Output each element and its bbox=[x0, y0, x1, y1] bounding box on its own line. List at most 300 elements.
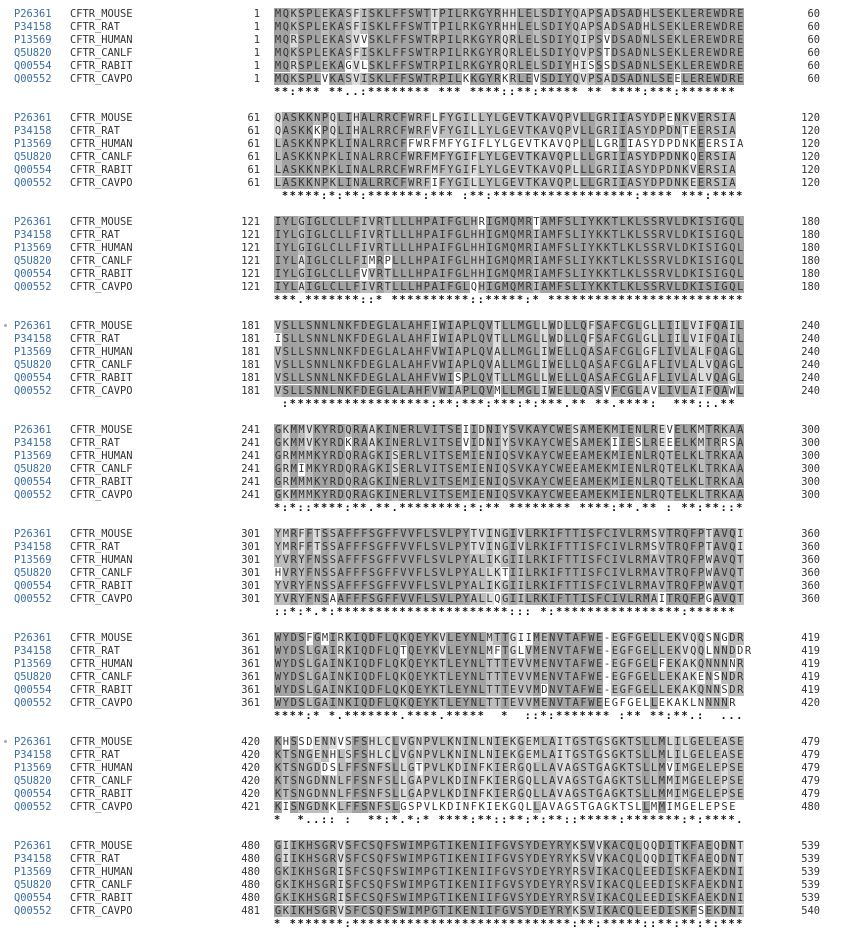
residue: A bbox=[729, 176, 736, 189]
residue: L bbox=[408, 267, 415, 280]
entry-name: CFTR_CAVPO bbox=[70, 800, 133, 813]
residue: L bbox=[635, 241, 642, 254]
entry-name: CFTR_CANLF bbox=[70, 670, 133, 683]
residue: P bbox=[306, 59, 313, 72]
conservation-symbol: : bbox=[634, 190, 641, 203]
conservation-symbol: * bbox=[328, 294, 336, 307]
residue: S bbox=[650, 241, 658, 254]
residue: I bbox=[329, 670, 337, 683]
sequence-residues bbox=[274, 489, 744, 502]
residue: M bbox=[517, 371, 525, 384]
residue: I bbox=[729, 332, 736, 345]
residue: K bbox=[329, 150, 337, 163]
residue: N bbox=[314, 150, 321, 163]
residue: G bbox=[274, 475, 282, 488]
residue: K bbox=[690, 462, 697, 475]
conservation-symbol: * bbox=[516, 502, 524, 515]
residue: V bbox=[368, 267, 376, 280]
residue: L bbox=[462, 254, 470, 267]
residue: Y bbox=[455, 137, 462, 150]
residue: G bbox=[274, 462, 282, 475]
residue: I bbox=[713, 280, 720, 293]
sequence-residues bbox=[274, 866, 744, 879]
residue: F bbox=[392, 72, 399, 85]
residue: F bbox=[384, 528, 391, 540]
conservation-symbol: . bbox=[736, 710, 743, 723]
residue: L bbox=[533, 33, 540, 46]
residue: H bbox=[415, 241, 423, 254]
residue: E bbox=[666, 670, 673, 683]
residue: I bbox=[713, 241, 720, 254]
residue: K bbox=[627, 216, 634, 228]
residue: K bbox=[541, 566, 548, 579]
residue: D bbox=[658, 840, 666, 852]
residue: F bbox=[345, 579, 352, 592]
residue: L bbox=[674, 228, 681, 241]
residue: Y bbox=[525, 865, 532, 878]
residue: M bbox=[643, 540, 650, 553]
residue: A bbox=[627, 20, 634, 33]
residue: G bbox=[274, 878, 282, 891]
residue: L bbox=[368, 163, 376, 176]
residue: A bbox=[282, 163, 290, 176]
conservation-symbol: * bbox=[328, 710, 336, 723]
sequence-row bbox=[0, 905, 845, 918]
residue: E bbox=[603, 696, 611, 709]
residue: A bbox=[533, 424, 540, 436]
residue: L bbox=[682, 358, 689, 371]
residue: L bbox=[533, 761, 540, 774]
residue: E bbox=[564, 462, 572, 475]
residue: W bbox=[274, 696, 282, 709]
residue: Q bbox=[376, 865, 384, 878]
residue: W bbox=[556, 424, 564, 436]
residue: A bbox=[282, 137, 290, 150]
residue: I bbox=[486, 216, 493, 228]
residue: S bbox=[345, 904, 352, 917]
residue: D bbox=[729, 644, 736, 657]
residue: I bbox=[509, 566, 517, 579]
conservation-line bbox=[274, 398, 744, 410]
residue: L bbox=[737, 320, 744, 332]
residue: I bbox=[447, 72, 454, 85]
conservation-symbol: * bbox=[665, 86, 672, 99]
residue: A bbox=[533, 488, 540, 501]
conservation-symbol: * bbox=[736, 190, 743, 203]
residue: V bbox=[666, 216, 673, 228]
residue: T bbox=[439, 462, 446, 475]
residue: L bbox=[392, 216, 399, 228]
residue: S bbox=[619, 20, 626, 33]
residue: A bbox=[337, 20, 344, 33]
alignment-block bbox=[0, 424, 845, 524]
residue: T bbox=[705, 436, 713, 449]
residue: S bbox=[588, 59, 595, 72]
residue: S bbox=[580, 761, 587, 774]
residue: L bbox=[541, 320, 548, 332]
conservation-symbol: * bbox=[383, 398, 390, 411]
conservation-symbol: * bbox=[634, 294, 641, 307]
conservation-symbol: * bbox=[571, 86, 578, 99]
residue: D bbox=[549, 59, 556, 72]
residue: T bbox=[572, 592, 579, 605]
start-position: 361 bbox=[241, 632, 260, 644]
residue: V bbox=[486, 384, 493, 397]
residue: K bbox=[690, 254, 697, 267]
residue: L bbox=[392, 787, 399, 800]
conservation-symbol: * bbox=[579, 398, 586, 411]
residue: E bbox=[713, 787, 720, 800]
end-position: 240 bbox=[801, 384, 820, 397]
residue: V bbox=[525, 644, 532, 657]
residue: P bbox=[588, 33, 595, 46]
conservation-symbol: * bbox=[540, 190, 547, 203]
residue: F bbox=[392, 20, 399, 33]
residue: V bbox=[603, 384, 611, 397]
residue: G bbox=[635, 670, 642, 683]
residue: I bbox=[361, 8, 368, 20]
residue: S bbox=[541, 59, 548, 72]
residue: E bbox=[541, 852, 548, 865]
residue: G bbox=[627, 384, 634, 397]
residue: T bbox=[423, 20, 431, 33]
residue: Q bbox=[580, 320, 587, 332]
conservation-symbol: * bbox=[375, 190, 383, 203]
residue: G bbox=[572, 748, 579, 761]
end-position: 240 bbox=[801, 358, 820, 371]
residue: A bbox=[729, 449, 736, 462]
conservation-symbol: * bbox=[650, 294, 657, 307]
residue: E bbox=[400, 462, 407, 475]
conservation-symbol: * bbox=[446, 86, 453, 99]
residue: S bbox=[345, 852, 352, 865]
conservation-symbol: * bbox=[485, 294, 492, 307]
residue: F bbox=[392, 579, 399, 592]
conservation-symbol: * bbox=[336, 502, 343, 515]
residue: M bbox=[533, 657, 540, 670]
residue: E bbox=[368, 345, 376, 358]
residue: S bbox=[408, 8, 415, 20]
residue: L bbox=[439, 774, 446, 787]
residue: N bbox=[486, 424, 493, 436]
residue: A bbox=[627, 8, 634, 20]
entry-name: CFTR_RAT bbox=[70, 540, 121, 553]
residue: F bbox=[690, 579, 697, 592]
residue: K bbox=[290, 8, 297, 20]
residue: K bbox=[470, 46, 478, 59]
conservation-symbol: * bbox=[681, 918, 688, 931]
conservation-symbol: * bbox=[516, 86, 524, 99]
conservation-symbol: * bbox=[673, 398, 680, 411]
residue: G bbox=[525, 332, 532, 345]
conservation-symbol: * bbox=[689, 502, 696, 515]
end-position: 479 bbox=[801, 748, 820, 761]
residue: L bbox=[635, 216, 642, 228]
residue: D bbox=[337, 462, 344, 475]
residue: Y bbox=[549, 865, 556, 878]
residue: N bbox=[705, 683, 713, 696]
residue: M bbox=[298, 449, 305, 462]
residue: I bbox=[282, 800, 290, 813]
residue: A bbox=[603, 72, 611, 85]
residue: R bbox=[290, 33, 297, 46]
residue: S bbox=[368, 579, 376, 592]
residue: L bbox=[400, 774, 407, 787]
residue: M bbox=[517, 254, 525, 267]
residue: P bbox=[564, 150, 572, 163]
residue: P bbox=[423, 774, 431, 787]
conservation-symbol: * bbox=[603, 398, 610, 411]
residue: I bbox=[713, 254, 720, 267]
conservation-symbol: * bbox=[305, 86, 312, 99]
conservation-symbol: : bbox=[720, 502, 727, 515]
conservation-symbol: * bbox=[626, 398, 633, 411]
residue: G bbox=[517, 761, 525, 774]
conservation-symbol: * bbox=[352, 190, 359, 203]
residue: L bbox=[470, 320, 478, 332]
conservation-symbol: * bbox=[352, 710, 359, 723]
start-position: 241 bbox=[241, 424, 260, 436]
residue: R bbox=[572, 878, 579, 891]
sequence-row bbox=[0, 866, 845, 879]
conservation-symbol: * bbox=[430, 294, 437, 307]
residue: A bbox=[643, 358, 650, 371]
conservation-symbol: : bbox=[281, 606, 289, 619]
residue: W bbox=[408, 112, 415, 124]
residue: L bbox=[392, 800, 399, 813]
residue: L bbox=[478, 566, 485, 579]
residue: A bbox=[682, 657, 689, 670]
residue: E bbox=[737, 20, 744, 33]
residue: I bbox=[282, 852, 290, 865]
residue: A bbox=[533, 436, 540, 449]
residue: M bbox=[290, 449, 297, 462]
residue: F bbox=[423, 371, 431, 384]
residue: L bbox=[392, 748, 399, 761]
residue: L bbox=[447, 670, 454, 683]
start-position: 241 bbox=[241, 488, 260, 501]
end-position: 60 bbox=[807, 8, 820, 20]
residue: I bbox=[533, 267, 540, 280]
residue: S bbox=[635, 748, 642, 761]
residue: R bbox=[572, 865, 579, 878]
entry-name: CFTR_CANLF bbox=[70, 774, 133, 787]
residue: E bbox=[666, 436, 673, 449]
residue: M bbox=[643, 592, 650, 605]
residue: P bbox=[306, 8, 313, 20]
conservation-symbol: * bbox=[556, 606, 563, 619]
residue: L bbox=[572, 254, 579, 267]
residue: L bbox=[361, 59, 368, 72]
residue: K bbox=[721, 488, 728, 501]
residue: S bbox=[290, 163, 297, 176]
residue: Q bbox=[509, 280, 517, 293]
residue: K bbox=[494, 553, 501, 566]
residue: G bbox=[494, 241, 501, 254]
conservation-symbol: * bbox=[407, 398, 414, 411]
residue: D bbox=[361, 345, 368, 358]
residue: R bbox=[408, 449, 415, 462]
residue: P bbox=[462, 358, 470, 371]
residue: E bbox=[541, 632, 548, 644]
conservation-symbol: * bbox=[736, 294, 743, 307]
conservation-symbol: * bbox=[563, 190, 571, 203]
conservation-symbol: * bbox=[728, 190, 735, 203]
residue: L bbox=[674, 254, 681, 267]
residue: A bbox=[611, 865, 619, 878]
residue: K bbox=[274, 787, 282, 800]
conservation-symbol: * bbox=[454, 918, 461, 931]
end-position: 479 bbox=[801, 736, 820, 748]
residue: L bbox=[392, 736, 399, 748]
residue: S bbox=[564, 216, 572, 228]
residue: S bbox=[345, 748, 352, 761]
residue: D bbox=[290, 670, 297, 683]
sequence-residues bbox=[274, 775, 744, 788]
residue: N bbox=[643, 46, 650, 59]
residue: P bbox=[439, 72, 446, 85]
entry-name: CFTR_CANLF bbox=[70, 358, 133, 371]
conservation-symbol: : bbox=[485, 398, 492, 411]
residue: K bbox=[541, 540, 548, 553]
residue: E bbox=[455, 657, 462, 670]
residue: Q bbox=[627, 904, 634, 917]
residue: D bbox=[682, 254, 689, 267]
conservation-symbol: * bbox=[618, 398, 625, 411]
residue: L bbox=[588, 150, 595, 163]
residue: K bbox=[596, 241, 603, 254]
conservation-symbol: * bbox=[336, 294, 343, 307]
residue: D bbox=[549, 33, 556, 46]
residue: S bbox=[619, 46, 626, 59]
residue: I bbox=[361, 280, 368, 293]
residue: K bbox=[314, 124, 321, 137]
residue: F bbox=[423, 163, 431, 176]
residue: K bbox=[721, 475, 728, 488]
residue: D bbox=[721, 852, 728, 865]
residue: F bbox=[376, 696, 384, 709]
residue: E bbox=[462, 865, 470, 878]
conservation-symbol: : bbox=[532, 398, 539, 411]
conservation-symbol: : bbox=[462, 190, 469, 203]
residue: K bbox=[603, 852, 611, 865]
residue: G bbox=[502, 553, 509, 566]
conservation-symbol: * bbox=[321, 918, 328, 931]
residue: Q bbox=[525, 761, 532, 774]
residue: D bbox=[721, 72, 728, 85]
residue: P bbox=[455, 592, 462, 605]
sequence-residues bbox=[274, 138, 744, 151]
residue: P bbox=[658, 124, 666, 137]
residue: K bbox=[603, 462, 611, 475]
residue: I bbox=[737, 904, 744, 917]
residue: G bbox=[455, 124, 462, 137]
residue: L bbox=[658, 683, 666, 696]
residue: N bbox=[321, 748, 329, 761]
residue: I bbox=[596, 878, 603, 891]
residue: D bbox=[556, 320, 564, 332]
residue: N bbox=[462, 800, 470, 813]
residue: N bbox=[729, 840, 736, 852]
residue: S bbox=[650, 540, 658, 553]
start-position: 301 bbox=[241, 592, 260, 605]
residue: L bbox=[290, 320, 297, 332]
residue: G bbox=[408, 736, 415, 748]
conservation-symbol: * bbox=[689, 814, 696, 827]
residue: L bbox=[290, 371, 297, 384]
residue: S bbox=[314, 840, 321, 852]
accession-label: P13569 bbox=[14, 345, 52, 358]
accession-label: P34158 bbox=[14, 852, 52, 865]
conservation-symbol: * bbox=[415, 918, 422, 931]
residue: W bbox=[274, 632, 282, 644]
residue: P bbox=[321, 137, 329, 150]
residue: T bbox=[666, 540, 673, 553]
residue: T bbox=[486, 683, 493, 696]
residue: F bbox=[423, 358, 431, 371]
residue: L bbox=[439, 736, 446, 748]
residue: K bbox=[345, 632, 352, 644]
residue: S bbox=[290, 112, 297, 124]
residue: E bbox=[643, 683, 650, 696]
residue: K bbox=[682, 891, 689, 904]
residue: G bbox=[494, 267, 501, 280]
end-position: 60 bbox=[807, 46, 820, 59]
residue: C bbox=[603, 592, 611, 605]
residue: P bbox=[455, 540, 462, 553]
conservation-symbol: : bbox=[344, 814, 351, 827]
entry-name: CFTR_RABIT bbox=[70, 267, 133, 280]
conservation-symbol: * bbox=[493, 398, 500, 411]
residue: K bbox=[619, 761, 626, 774]
residue: R bbox=[290, 540, 297, 553]
residue: D bbox=[650, 150, 658, 163]
residue: S bbox=[729, 774, 736, 787]
sequence-row bbox=[0, 281, 845, 294]
residue: Y bbox=[643, 124, 650, 137]
residue: E bbox=[572, 475, 579, 488]
conservation-symbol: * bbox=[454, 502, 461, 515]
end-position: 240 bbox=[801, 371, 820, 384]
sequence-residues bbox=[274, 580, 744, 593]
sequence-residues bbox=[274, 164, 744, 177]
residue: E bbox=[705, 904, 713, 917]
residue: Y bbox=[525, 852, 532, 865]
conservation-symbol: * bbox=[469, 86, 477, 99]
residue: F bbox=[408, 137, 415, 150]
residue: N bbox=[729, 657, 736, 670]
residue: F bbox=[353, 20, 360, 33]
accession-label: P26361 bbox=[14, 8, 52, 20]
residue: I bbox=[447, 20, 454, 33]
residue: L bbox=[674, 216, 681, 228]
residue: I bbox=[674, 761, 681, 774]
residue: A bbox=[643, 371, 650, 384]
residue: I bbox=[556, 748, 564, 761]
residue: L bbox=[572, 358, 579, 371]
residue: M bbox=[517, 384, 525, 397]
residue: R bbox=[603, 176, 611, 189]
conservation-symbol: * bbox=[524, 502, 531, 515]
residue: T bbox=[431, 8, 438, 20]
conservation-symbol: * bbox=[657, 710, 665, 723]
residue: S bbox=[447, 475, 454, 488]
residue: H bbox=[306, 904, 313, 917]
residue: I bbox=[627, 137, 634, 150]
residue: S bbox=[713, 176, 720, 189]
residue: N bbox=[721, 670, 728, 683]
residue: G bbox=[306, 787, 313, 800]
